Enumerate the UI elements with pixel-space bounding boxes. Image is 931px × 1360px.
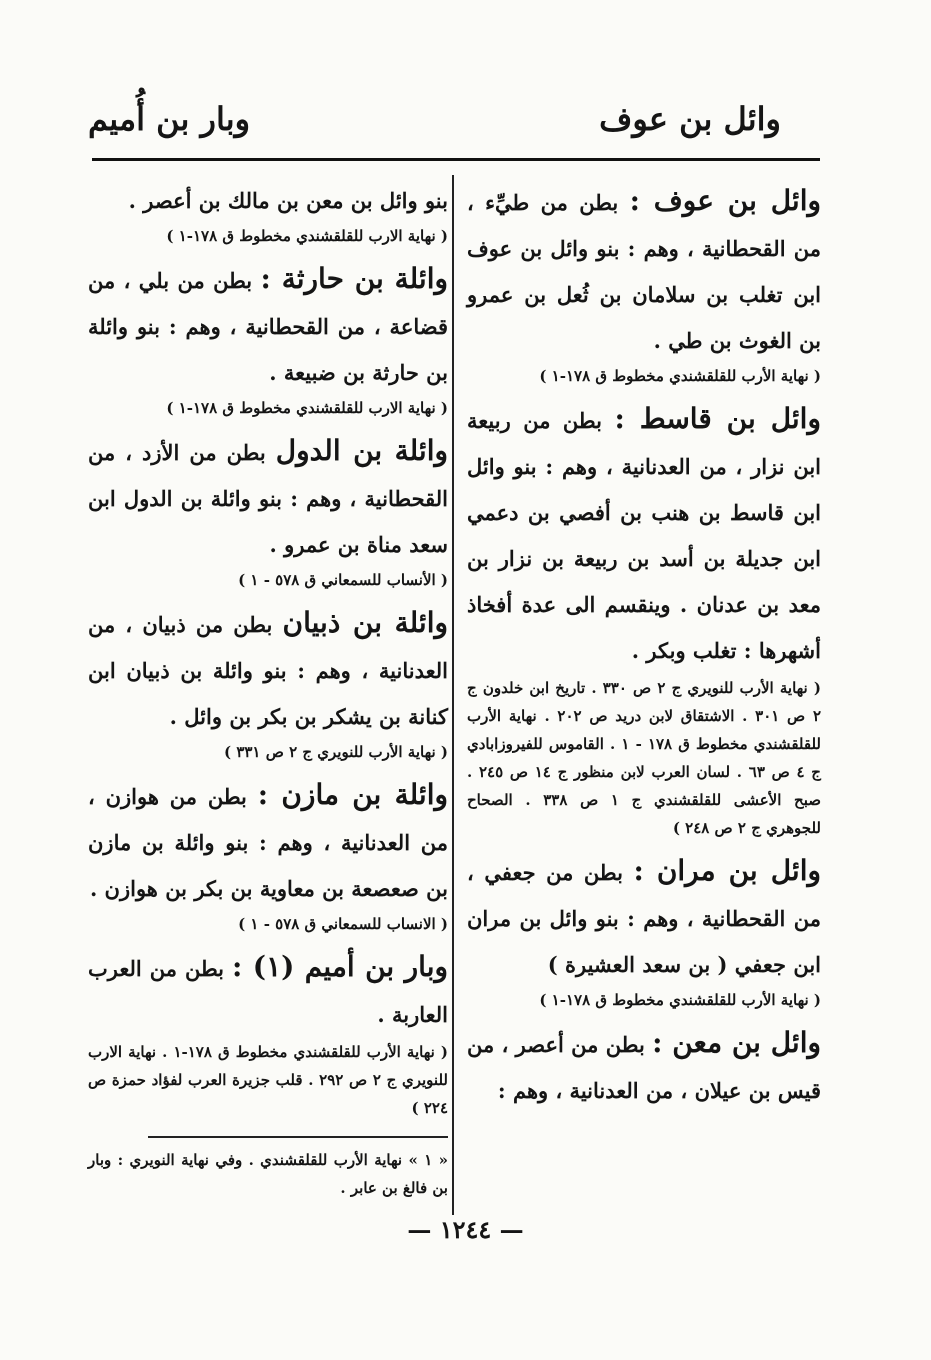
entry-source: ( نهاية الأرب للقلقشندي مخطوط ق ١٧٨-١ )	[539, 367, 821, 385]
entry-body	[467, 178, 821, 364]
entry-text: بطن من جعفي ، من القحطانية ، وهم : بنو وائل بن مران ابن جعفي ( بن سعد العشيرة )	[467, 860, 821, 977]
entry-source: ( الأنساب للسمعاني ق ٥٧٨ - ١ )	[238, 571, 448, 589]
entry-text: بنو وائل بن معن بن مالك بن أعصر .	[128, 188, 448, 213]
entry	[467, 396, 821, 842]
entry-body	[88, 428, 448, 568]
entry-text: بطن من أعصر ، من قيس بن عيلان ، من العدنانية ، وهم :	[467, 1032, 821, 1103]
entry-source: ( الانساب للسمعاني ق ٥٧٨ - ١ )	[238, 915, 448, 933]
entry-text: بطن من الأزد ، من القحطانية ، وهم : بنو وائلة بن الدول ابن سعد مناة بن عمرو .	[88, 440, 448, 557]
entry-text: بطن من طيِّء ، من القحطانية ، وهم : بنو وائل بن عوف ابن تغلب بن سلامان بن ثُعل بن عمرو بن الغوث بن طي .	[467, 190, 821, 353]
entry-title: وائل بن مران :	[633, 854, 822, 887]
entry-title: وائل بن عوف :	[629, 184, 821, 217]
entry-source: ( نهاية الأرب للقلقشندي مخطوط ق ١٧٨-١ . نهاية الارب للنويري ج ٢ ص ٢٩٢ . قلب جزيرة العرب لفؤاد حمزة ص ٢٢٤ )	[88, 1043, 448, 1117]
entry-body	[467, 1020, 821, 1114]
entry-source: ( نهاية الأرب للنويري ج ٢ ص ٣٣٠ . تاريخ ابن خلدون ج ٢ ص ٣٠١ . الاشتقاق لابن دريد ص ٢٠٢ . نهاية الأرب للقلقشندي مخطوط ق ١٧٨ - ١ . القاموس للفيروزابادي ج ٤ ص ٦٣ . لسان العرب لابن منظور ج ١٤ ص ٢٤٥ . صبح الأعشى للقلقشندي ج ١ ص ٣٣٨ . الصحاح للجوهري ج ٢ ص ٢٤٨ )	[467, 679, 821, 837]
entry-title: وائلة بن الدول	[275, 434, 449, 467]
entry-title: وائل بن قاسط :	[614, 402, 821, 435]
entry-source: ( نهاية الأرب للقلقشندي مخطوط ق ١٧٨-١ )	[539, 991, 821, 1009]
header-right-title: وائل بن عوف	[599, 100, 781, 138]
page-number: — ١٢٤٤ —	[407, 1215, 524, 1244]
entry-body	[88, 772, 448, 912]
column-divider	[452, 175, 454, 1215]
entry-title: وائلة بن مازن :	[257, 778, 448, 811]
entry	[467, 178, 821, 390]
entry-source: ( نهاية الأرب للنويري ج ٢ ص ٣٣١ )	[223, 743, 448, 761]
entry-body	[88, 178, 448, 224]
entry-text: بطن من العرب العاربة .	[88, 956, 448, 1027]
footnote: « ١ » نهاية الأرب للقلقشندي . وفي نهاية النويري : وبار بن فالغ بن عابر .	[88, 1151, 448, 1197]
entry-body	[88, 600, 448, 740]
entry-title: وائل بن معن :	[652, 1026, 822, 1059]
footnote-rule	[148, 1136, 448, 1138]
entry-text: بطن من ذبيان ، من العدنانية ، وهم : بنو وائلة بن ذبيان ابن كنانة بن يشكر بن بكر بن وائل .	[88, 612, 448, 729]
right-column	[467, 178, 821, 1120]
entry-body	[88, 256, 448, 396]
entry-title: وائلة بن ذبيان	[282, 606, 448, 639]
entry-body	[467, 396, 821, 674]
entry-text: بطن من بلي ، من قضاعة ، من القحطانية ، وهم : بنو وائلة بن حارثة بن ضبيعة .	[88, 268, 448, 385]
header-left-title: وبار بن أُميم	[88, 100, 251, 138]
entry-body	[88, 944, 448, 1038]
entry-title: وبار بن أميم (١) :	[232, 950, 449, 983]
entry-title: وائلة بن حارثة :	[260, 262, 448, 295]
left-column	[88, 178, 448, 1202]
entry-source: ( نهاية الارب للقلقشندي مخطوط ق ١٧٨-١ )	[166, 227, 448, 245]
entry	[88, 944, 448, 1122]
entry	[467, 848, 821, 1014]
entry-text: بطن من ربيعة ابن نزار ، من العدنانية ، وهم : بنو وائل ابن قاسط بن هنب بن أفصي بن دعمي ابن جديلة بن أسد بن ربيعة بن نزار بن معد بن عدنان . وينقسم الى عدة أفخاذ أشهرها : تغلب وبكر .	[467, 408, 821, 663]
entry	[88, 772, 448, 938]
entry	[88, 600, 448, 766]
entry-source: ( نهاية الارب للقلقشندي مخطوط ق ١٧٨-١ )	[166, 399, 448, 417]
header-rule	[92, 158, 820, 161]
entry	[88, 256, 448, 422]
entry-body	[467, 848, 821, 988]
entry	[467, 1020, 821, 1114]
entry	[88, 428, 448, 594]
entry	[88, 178, 448, 250]
entry-text: بطن من هوازن ، من العدنانية ، وهم : بنو وائلة بن مازن بن صعصعة بن معاوية بن بكر بن هوازن .	[88, 784, 448, 901]
